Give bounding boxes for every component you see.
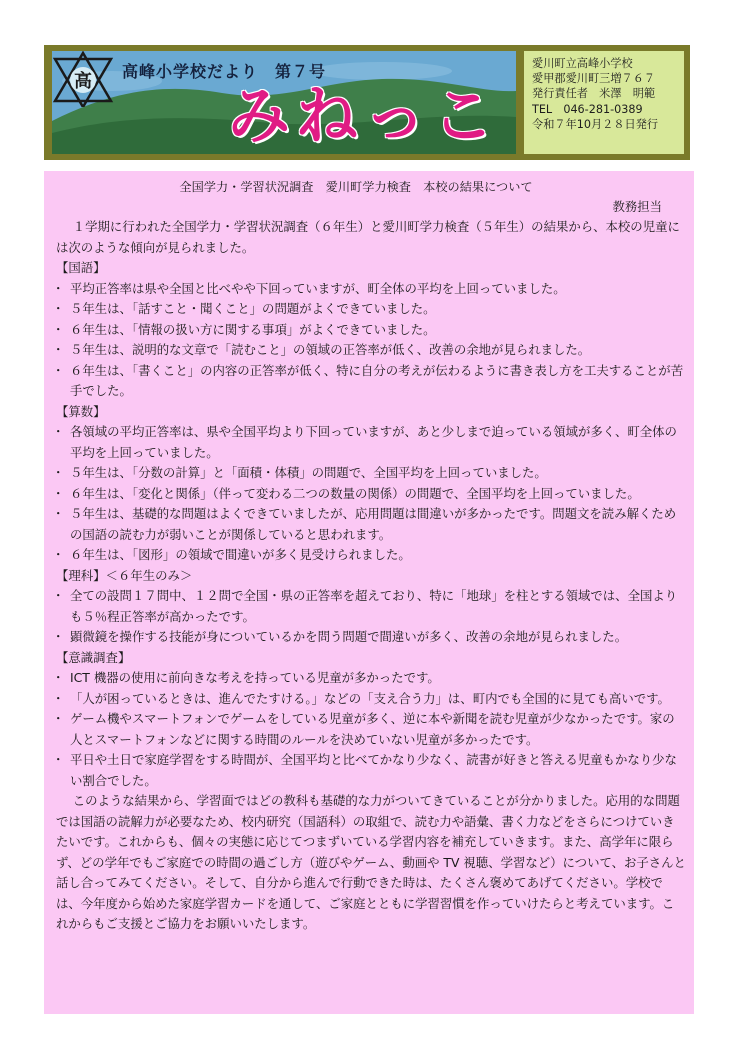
list-item: ・ ５年生は、「話すこと・聞くこと」の問題がよくできていました。 bbox=[56, 299, 686, 320]
conclusion-paragraph: このような結果から、学習面ではどの教科も基礎的な力がついてきていることが分かりました。応用的な問題では国語の読解力が必要なため、校内研究（国語科）の取組で、読む力や語彙、書く力などをさらにつけていきたいです。これからも、個々の実態に応じてつまずいている学習内容を補充していきます。また、高学年に限らず、どの学年でもご家庭での時間の過ごし方（遊びやゲーム、動画や TV 視聴、学習など）について、お子さんと話し合ってみてください。そして、自分から進んで行動できた時は、たくさん褒めてあげてください。学校では、今年度から始めた家庭学習カードを通して、ご家庭とともに学習習慣を作っていけたらと考えています。これからもご支援とご協力をお願いいたします。 bbox=[56, 793, 686, 931]
newsletter-logo: みねっこ bbox=[228, 79, 501, 152]
list-item: ・ ６年生は、「図形」の領域で間違いが多く見受けられました。 bbox=[56, 545, 686, 566]
list-item: ・ ６年生は、「書くこと」の内容の正答率が低く、特に自分の考えが伝わるように書き表し方を工夫することが苦手でした。 bbox=[56, 361, 686, 402]
list-item: ・ ５年生は、基礎的な問題はよくできていましたが、応用問題は間違いが多かったです。問題文を読み解くための国語の読む力が弱いことが関係していると思われます。 bbox=[56, 504, 686, 545]
article-box bbox=[44, 171, 694, 1014]
school-name: 愛川町立高峰小学校 bbox=[532, 57, 633, 70]
list-item: ・ 全ての設問１７問中、１２問で全国・県の正答率を超えており、特に「地球」を柱とする領域では、全国よりも５％程正答率が高かったです。 bbox=[56, 586, 686, 627]
intro-paragraph: １学期に行われた全国学力・学習状況調査（６年生）と愛川町学力検査（５年生）の結果から、本校の児童には次のような傾向が見られました。 bbox=[56, 219, 680, 255]
newsletter-title: 高峰小学校だより 第７号 bbox=[122, 62, 327, 81]
list-item: ・ ゲーム機やスマートフォンでゲームをしている児童が多く、逆に本や新聞を読む児童が少なかったです。家の人とスマートフォンなどに関する時間のルールを決めていない児童が多かったです。 bbox=[56, 709, 686, 750]
list-item: ・ ICT 機器の使用に前向きな考えを持っている児童が多かったです。 bbox=[56, 668, 686, 689]
masthead-banner bbox=[52, 51, 516, 154]
masthead bbox=[44, 45, 690, 160]
article-heading: 全国学力・学習状況調査 愛川町学力検査 本校の結果について bbox=[179, 180, 533, 194]
list-item: ・ ５年生は、「分数の計算」と「面積・体積」の問題で、全国平均を上回っていました。 bbox=[56, 463, 686, 484]
list-item: ・ 「人が困っているときは、進んでたすける。」などの「支え合う力」は、町内でも全国的に見ても高いです。 bbox=[56, 689, 686, 710]
article-author: 教務担当 bbox=[612, 199, 662, 214]
list-item: ・ ６年生は、「変化と関係」（伴って変わる二つの数量の関係）の問題で、全国平均を上回っていました。 bbox=[56, 484, 686, 505]
list-item: ・ 平日や土日で家庭学習をする時間が、全国平均と比べてかなり少なく、読書が好きと答える児童もかなり少ない割合でした。 bbox=[56, 750, 686, 791]
list-item: ・ 平均正答率は県や全国と比べやや下回っていますが、町全体の平均を上回っていました。 bbox=[56, 279, 686, 300]
emblem-character: 高 bbox=[74, 71, 92, 92]
list-item: ・ 顕微鏡を操作する技能が身についているかを問う問題で間違いが多く、改善の余地が見られました。 bbox=[56, 627, 686, 648]
issue-date: 令和７年10月２８日発行 bbox=[532, 117, 659, 131]
list-item: ・ ５年生は、説明的な文章で「読むこと」の領域の正答率が低く、改善の余地が見られました。 bbox=[56, 340, 686, 361]
publisher-info bbox=[524, 51, 684, 154]
phone-number: TEL 046-281-0389 bbox=[532, 102, 643, 116]
section-title-japanese: 【国語】 bbox=[56, 260, 106, 275]
list-item: ・ ６年生は、「情報の扱い方に関する事項」がよくできていました。 bbox=[56, 320, 686, 341]
section-title-science: 【理科】＜６年生のみ＞ bbox=[56, 567, 193, 583]
publisher: 発行責任者 米澤 明範 bbox=[532, 87, 656, 101]
section-title-survey: 【意識調査】 bbox=[56, 649, 131, 665]
school-emblem-icon bbox=[52, 51, 114, 107]
list-item: ・ 各領域の平均正答率は、県や全国平均より下回っていますが、あと少しまで迫っている領域が多く、町全体の平均を上回っていました。 bbox=[56, 422, 686, 463]
school-address: 愛甲郡愛川町三増７６７ bbox=[532, 72, 656, 86]
section-title-math: 【算数】 bbox=[56, 403, 106, 419]
